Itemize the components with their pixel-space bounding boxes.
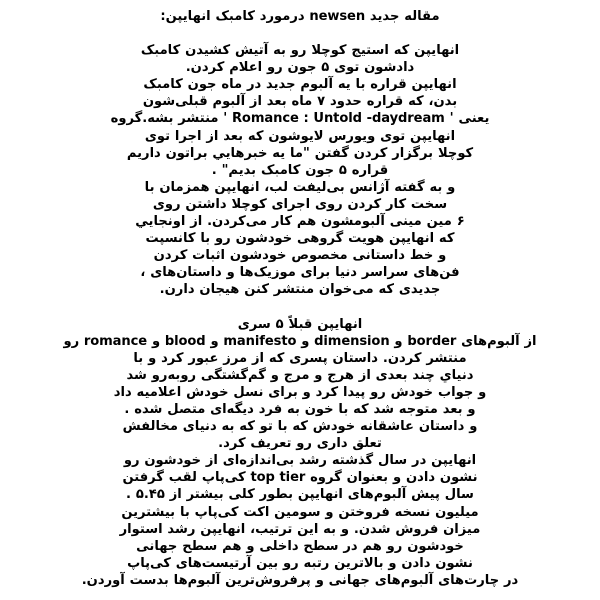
paragraph-line: در چارت‌های آلبوم‌های جهانی و پرفروش‌ترین آلبوم‌ها بدست آوردن. — [81, 572, 519, 588]
paragraph-line: ۶ مین مینی آلبومشون هم کار می‌کردن. از اونجایي — [135, 214, 465, 230]
paragraph-line: دادشون توی ۵ جون رو اعلام کردن. — [185, 60, 415, 76]
paragraph-line: انهایپن قبلاً ۵ سری — [237, 316, 363, 332]
paragraph-line: سال پیش آلبوم‌های انهایپن بطور کلی بیشتر از ۵.۴۵ . — [126, 487, 474, 503]
paragraph-line: تعلق داری رو تعریف کرد. — [218, 436, 382, 452]
paragraph-line: از آلبوم‌های border و dimension و manifesto و blood و romance رو — [63, 333, 537, 349]
paragraph-line: کوچلا برگزار کردن گفتن "ما یه خبرهایي براتون داریم — [126, 145, 474, 161]
paragraph-line: فن‌های سراسر دنیا برای موزیک‌ها و داستان‌های ، — [140, 265, 460, 281]
paragraph-line: و بعد متوجه شد که با خون به فرد دیگه‌ای متصل شده . — [124, 401, 476, 417]
paragraph-line: انهایپن در سال گذشته رشد بی‌اندازه‌ای از خودشون رو — [123, 453, 477, 469]
page-title — [18, 8, 582, 25]
paragraph-line: و داستان عاشقانه خودش که با تو که به دنیای مخالفش — [122, 419, 478, 435]
paragraph-line: بدن، که قراره حدود ۷ ماه بعد از آلبوم قبلی‌شون — [142, 94, 458, 110]
paragraph-line: خودشون رو هم در سطح داخلی و هم سطح جهانی — [136, 538, 464, 554]
paragraph-line: جدیدی که می‌خوان منتشر کنن هیجان دارن. — [159, 282, 441, 298]
paragraph-line: سخت کار کردن روی اجرای کوچلا داشتن روی — [152, 196, 448, 212]
paragraph-line: قراره ۵ جون کامبک بدیم" . — [211, 162, 389, 178]
paragraph-line: انهایپن توی ویورس لایوشون که بعد از اجرا توی — [144, 128, 456, 144]
paragraph-line: منتشر کردن. داستان پسری که از مرز عبور کرد و با — [133, 350, 467, 366]
paragraph-2 — [18, 316, 582, 590]
paragraph-line: یعنی ' Romance : Untold -daydream ' منتشر بشه.گروه — [110, 111, 490, 127]
paragraph-1 — [18, 42, 582, 298]
paragraph-line: انهایپن که استیج کوچلا رو به آتیش کشیدن کامبک — [140, 43, 460, 59]
paragraph-spacer — [18, 299, 582, 316]
paragraph-line: میلیون نسخه فروختن و سومین اکت کی‌پاپ با بیشترین — [121, 504, 479, 520]
paragraph-line: و جواب خودش رو پیدا کرد و برای نسل خودش اعلامیه داد — [113, 384, 487, 400]
paragraph-line: و به گفته آژانس بی‌لیفت لب، انهایپن همزمان با — [144, 179, 456, 195]
paragraph-line: که انهایپن هویت گروهی خودشون رو با کانسپت — [145, 231, 455, 247]
paragraph-line: انهایپن قراره با یه آلبوم جدید در ماه جون کامبک — [143, 77, 457, 93]
paragraph-line: دنیاي چند بعدی از هرج و مرج و گم‌گشتگی روبه‌رو شد — [126, 367, 474, 383]
paragraph-line: و خط داستانی مخصوص خودشون اثبات کردن — [153, 248, 447, 264]
paragraph-line: میزان فروش شدن. و به این ترتیب، انهایپن رشد استوار — [119, 521, 481, 537]
paragraph-line: نشون دادن و بعنوان گروه top tier کی‌پاپ لقب گرفتن — [122, 470, 478, 486]
title-line: مقاله جدید newsen درمورد کامبک انهایپن: — [160, 9, 440, 24]
paragraph-line: نشون دادن و بالاترین رتبه رو بین آرتیست‌های کی‌پاپ — [127, 555, 473, 571]
